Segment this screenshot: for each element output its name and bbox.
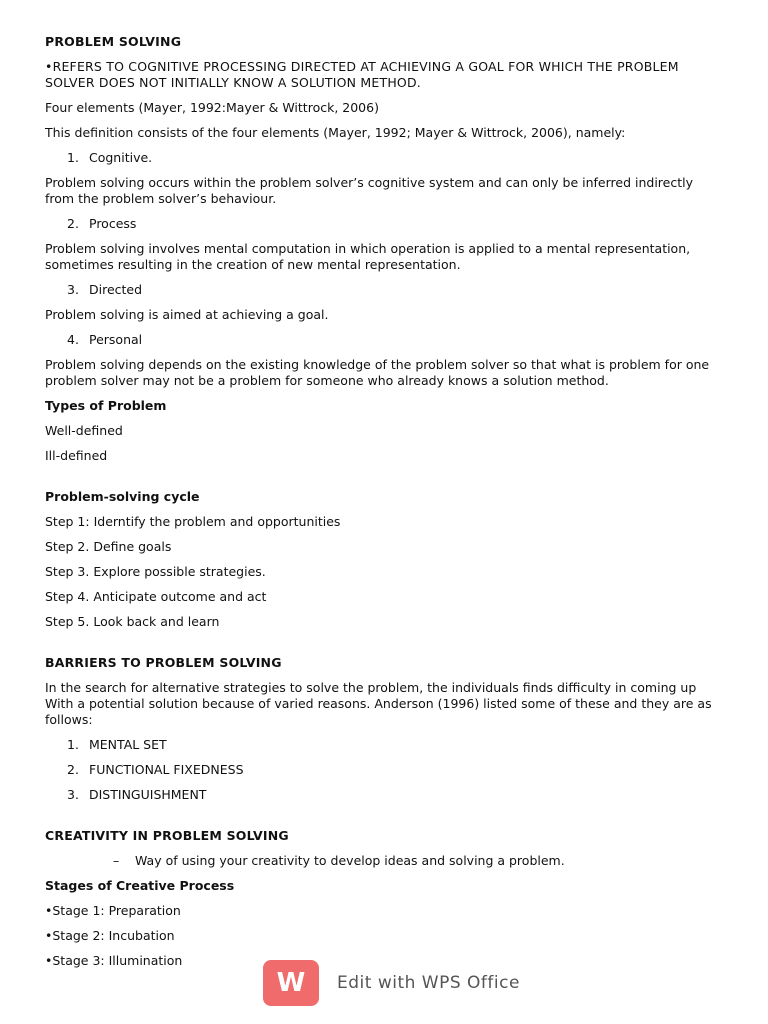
element-item xyxy=(45,216,725,232)
type-item: Ill-defined xyxy=(45,448,108,463)
cycle-step: Step 4. Anticipate outcome and act xyxy=(45,589,267,604)
list-number: 4. xyxy=(67,332,79,347)
stage-item: •Stage 3: Illumination xyxy=(45,953,183,968)
wps-watermark[interactable] xyxy=(263,960,520,1006)
element-name: Cognitive. xyxy=(89,150,153,165)
type-item: Well-defined xyxy=(45,423,123,438)
stage-item: •Stage 1: Preparation xyxy=(45,903,181,918)
stages-heading: Stages of Creative Process xyxy=(45,878,235,893)
stage-item: •Stage 2: Incubation xyxy=(45,928,175,943)
element-description: Problem solving depends on the existing knowledge of the problem solver so that what is problem for one problem solver may not be a problem for someone who already knows a solution method. xyxy=(45,357,710,388)
document-page xyxy=(45,34,725,978)
barriers-intro: In the search for alternative strategies to solve the problem, the individuals finds difficulty in coming up With a potential solution because of varied reasons. Anderson (1996) listed some of these and they are as follows: xyxy=(45,680,712,727)
element-name: Personal xyxy=(89,332,143,347)
dash-bullet: – xyxy=(113,853,120,868)
creativity-description: Way of using your creativity to develop ideas and solving a problem. xyxy=(135,853,565,868)
cycle-step: Step 2. Define goals xyxy=(45,539,172,554)
list-number: 2. xyxy=(67,762,79,777)
list-number: 1. xyxy=(67,150,79,165)
list-number: 3. xyxy=(67,787,79,802)
cycle-heading: Problem-solving cycle xyxy=(45,489,200,504)
creativity-item xyxy=(45,853,725,869)
element-item xyxy=(45,150,725,166)
list-number: 3. xyxy=(67,282,79,297)
definition-text: •REFERS TO COGNITIVE PROCESSING DIRECTED AT ACHIEVING A GOAL FOR WHICH THE PROBLEM SOLVER DOES NOT INITIALLY KNOW A SOLUTION METHOD. xyxy=(45,59,679,90)
wps-logo-icon xyxy=(263,960,319,1006)
element-name: Process xyxy=(89,216,137,231)
barrier-item xyxy=(45,762,725,778)
types-heading: Types of Problem xyxy=(45,398,167,413)
element-item xyxy=(45,332,725,348)
cycle-step: Step 1: Iderntify the problem and opportunities xyxy=(45,514,341,529)
list-number: 2. xyxy=(67,216,79,231)
element-description: Problem solving occurs within the problem solver’s cognitive system and can only be inferred indirectly from the problem solver’s behaviour. xyxy=(45,175,693,206)
list-number: 1. xyxy=(67,737,79,752)
creativity-heading: CREATIVITY IN PROBLEM SOLVING xyxy=(45,828,289,843)
cycle-step: Step 3. Explore possible strategies. xyxy=(45,564,266,579)
barrier-text: FUNCTIONAL FIXEDNESS xyxy=(89,762,244,777)
element-description: Problem solving is aimed at achieving a goal. xyxy=(45,307,329,322)
barrier-text: MENTAL SET xyxy=(89,737,167,752)
wps-edit-text: Edit with WPS Office xyxy=(337,973,520,993)
barrier-item xyxy=(45,737,725,753)
wps-logo-text: W xyxy=(276,968,306,998)
element-description: Problem solving involves mental computation in which operation is applied to a mental representation, sometimes resulting in the creation of new mental representation. xyxy=(45,241,691,272)
page-title: PROBLEM SOLVING xyxy=(45,34,182,49)
barrier-text: DISTINGUISHMENT xyxy=(89,787,207,802)
barrier-item xyxy=(45,787,725,803)
element-name: Directed xyxy=(89,282,143,297)
element-item xyxy=(45,282,725,298)
definition-intro: This definition consists of the four elements (Mayer, 1992; Mayer & Wittrock, 2006), namely: xyxy=(45,125,626,140)
cycle-step: Step 5. Look back and learn xyxy=(45,614,220,629)
four-elements-text: Four elements (Mayer, 1992:Mayer & Wittrock, 2006) xyxy=(45,100,379,115)
barriers-heading: BARRIERS TO PROBLEM SOLVING xyxy=(45,655,282,670)
